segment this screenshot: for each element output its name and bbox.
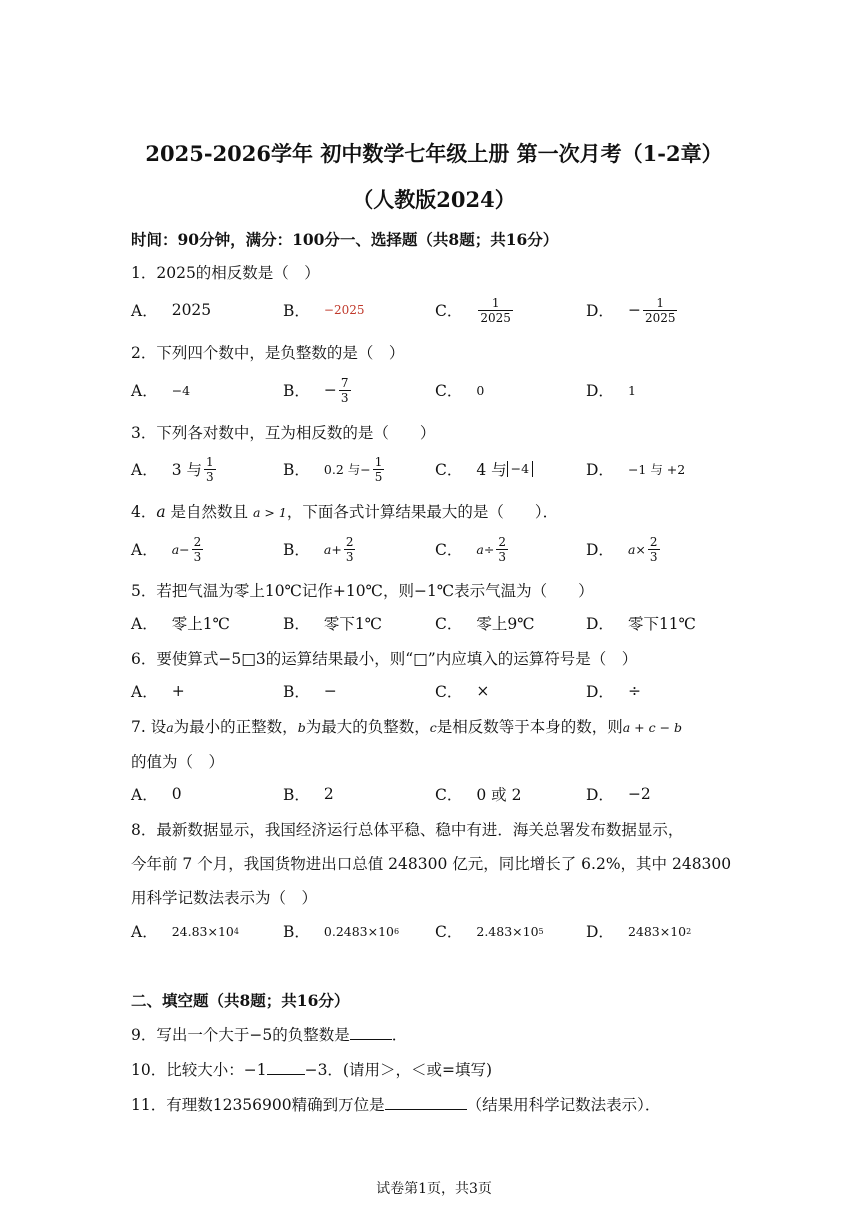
q8-stem-3: 用科学记数法表示为（ ） [131,889,318,907]
q2-option-d: D． 1 [586,382,636,400]
q4-option-a: A． a− $\frac{2}{3}$ [131,534,202,564]
q8-stem-2: 今年前 7 个月，我国货物进出口总值 248300 亿元，同比增长了 6.2%，其中 248300 [131,855,732,873]
page-footer: 试卷第1页，共3页 [376,1181,492,1197]
q4-option-c: C． a÷ $\frac{2}{3}$ [435,534,506,564]
q4-option-d: D． a× $\frac{2}{3}$ [586,534,658,564]
q10-blank[interactable] [267,1074,305,1075]
q7-option-b: B． 2 [283,785,334,804]
q9: 9．写出一个大于−5的负整数是 ． [131,1026,408,1044]
q5-options [131,603,771,643]
q1-stem: 1．2025的相反数是（ ） [131,264,320,282]
q3-option-b: B． 0.2 与− $\frac{1}{5}$ [283,454,383,484]
q6-option-c: C． × [435,682,490,701]
q2-option-b: B． − $\frac{7}{3}$ [283,375,349,405]
q8-option-a: A． 24.83×10 4 [131,923,239,941]
info-line: 时间：90分钟，满分：100分一、选择题（共8题；共16分） [131,230,559,249]
q11: 11．有理数12356900精确到万位是 （结果用科学记数法表示）． [131,1096,661,1114]
q4-option-b: B． a+ $\frac{2}{3}$ [283,534,354,564]
q3-options [131,449,771,489]
q2-options [131,370,771,410]
q1-options [131,290,771,330]
q7-stem-2: 的值为（ ） [131,753,225,771]
q5-stem: 5．若把气温为零上10℃记作+10℃，则−1℃表示气温为（ ） [131,582,594,600]
q10: 10．比较大小：−1 −3．(请用＞，＜或=填写) [131,1061,493,1079]
q3-option-a: A． 3 与 $\frac{1}{3}$ [131,454,214,484]
q7-option-c: C． 0 或 2 [435,786,522,804]
q4-options [131,529,771,569]
q5-option-a: A． 零上1℃ [131,615,230,633]
title-line-2: （人教版2024） [352,187,516,212]
q2-option-c: C． 0 [435,382,485,400]
section-2-heading: 二、填空题（共8题；共16分） [131,991,350,1010]
q1-option-b: B． −2025 [283,302,365,320]
q7-option-a: A． 0 [131,785,182,804]
q5-option-c: C． 零上9℃ [435,615,535,633]
q3-option-c: C． 4 与 −4 [435,449,533,489]
q8-options [131,911,771,951]
q2-option-a: A． −4 [131,382,191,400]
q1-option-c: C． $\frac{1}{2025}$ [435,295,511,325]
q8-option-d: D． 2483×10 2 [586,923,692,941]
q5-option-d: D． 零下11℃ [586,615,696,633]
title-line-1: 2025-2026学年 初中数学七年级上册 第一次月考（1-2章） [145,141,723,166]
q7-stem-1: 7. 设a为最小的正整数，b为最大的负整数，c是相反数等于本身的数，则a + c − b [131,718,683,736]
q11-blank[interactable] [385,1109,467,1110]
q8-option-b: B． 0.2483×10 6 [283,923,400,941]
q2-stem: 2．下列四个数中，是负整数的是（ ） [131,344,405,362]
q8-option-c: C． 2.483×10 5 [435,923,544,941]
q9-blank[interactable] [350,1039,392,1040]
q6-options [131,671,771,711]
q5-option-b: B． 零下1℃ [283,615,383,633]
q1-option-d: D． − $\frac{1}{2025}$ [586,295,676,325]
q8-stem-1: 8．最新数据显示，我国经济运行总体平稳、稳中有进．海关总署发布数据显示， [131,821,684,839]
q6-stem: 6．要使算式−5□3的运算结果最小，则“□”内应填入的运算符号是（ ） [131,650,638,668]
q7-option-d: D． −2 [586,785,651,804]
q3-stem: 3．下列各对数中，互为相反数的是（ ） [131,424,436,442]
q3-option-d: D． −1 与 +2 [586,461,686,479]
q4-stem: 4．a 是自然数且 a > 1，下面各式计算结果最大的是（ ）． [131,503,559,521]
q6-option-a: A． + [131,682,185,701]
q6-option-b: B． − [283,682,337,701]
q6-option-d: D． ÷ [586,682,641,701]
q7-options [131,774,771,814]
q1-option-a: A． 2025 [131,301,212,320]
